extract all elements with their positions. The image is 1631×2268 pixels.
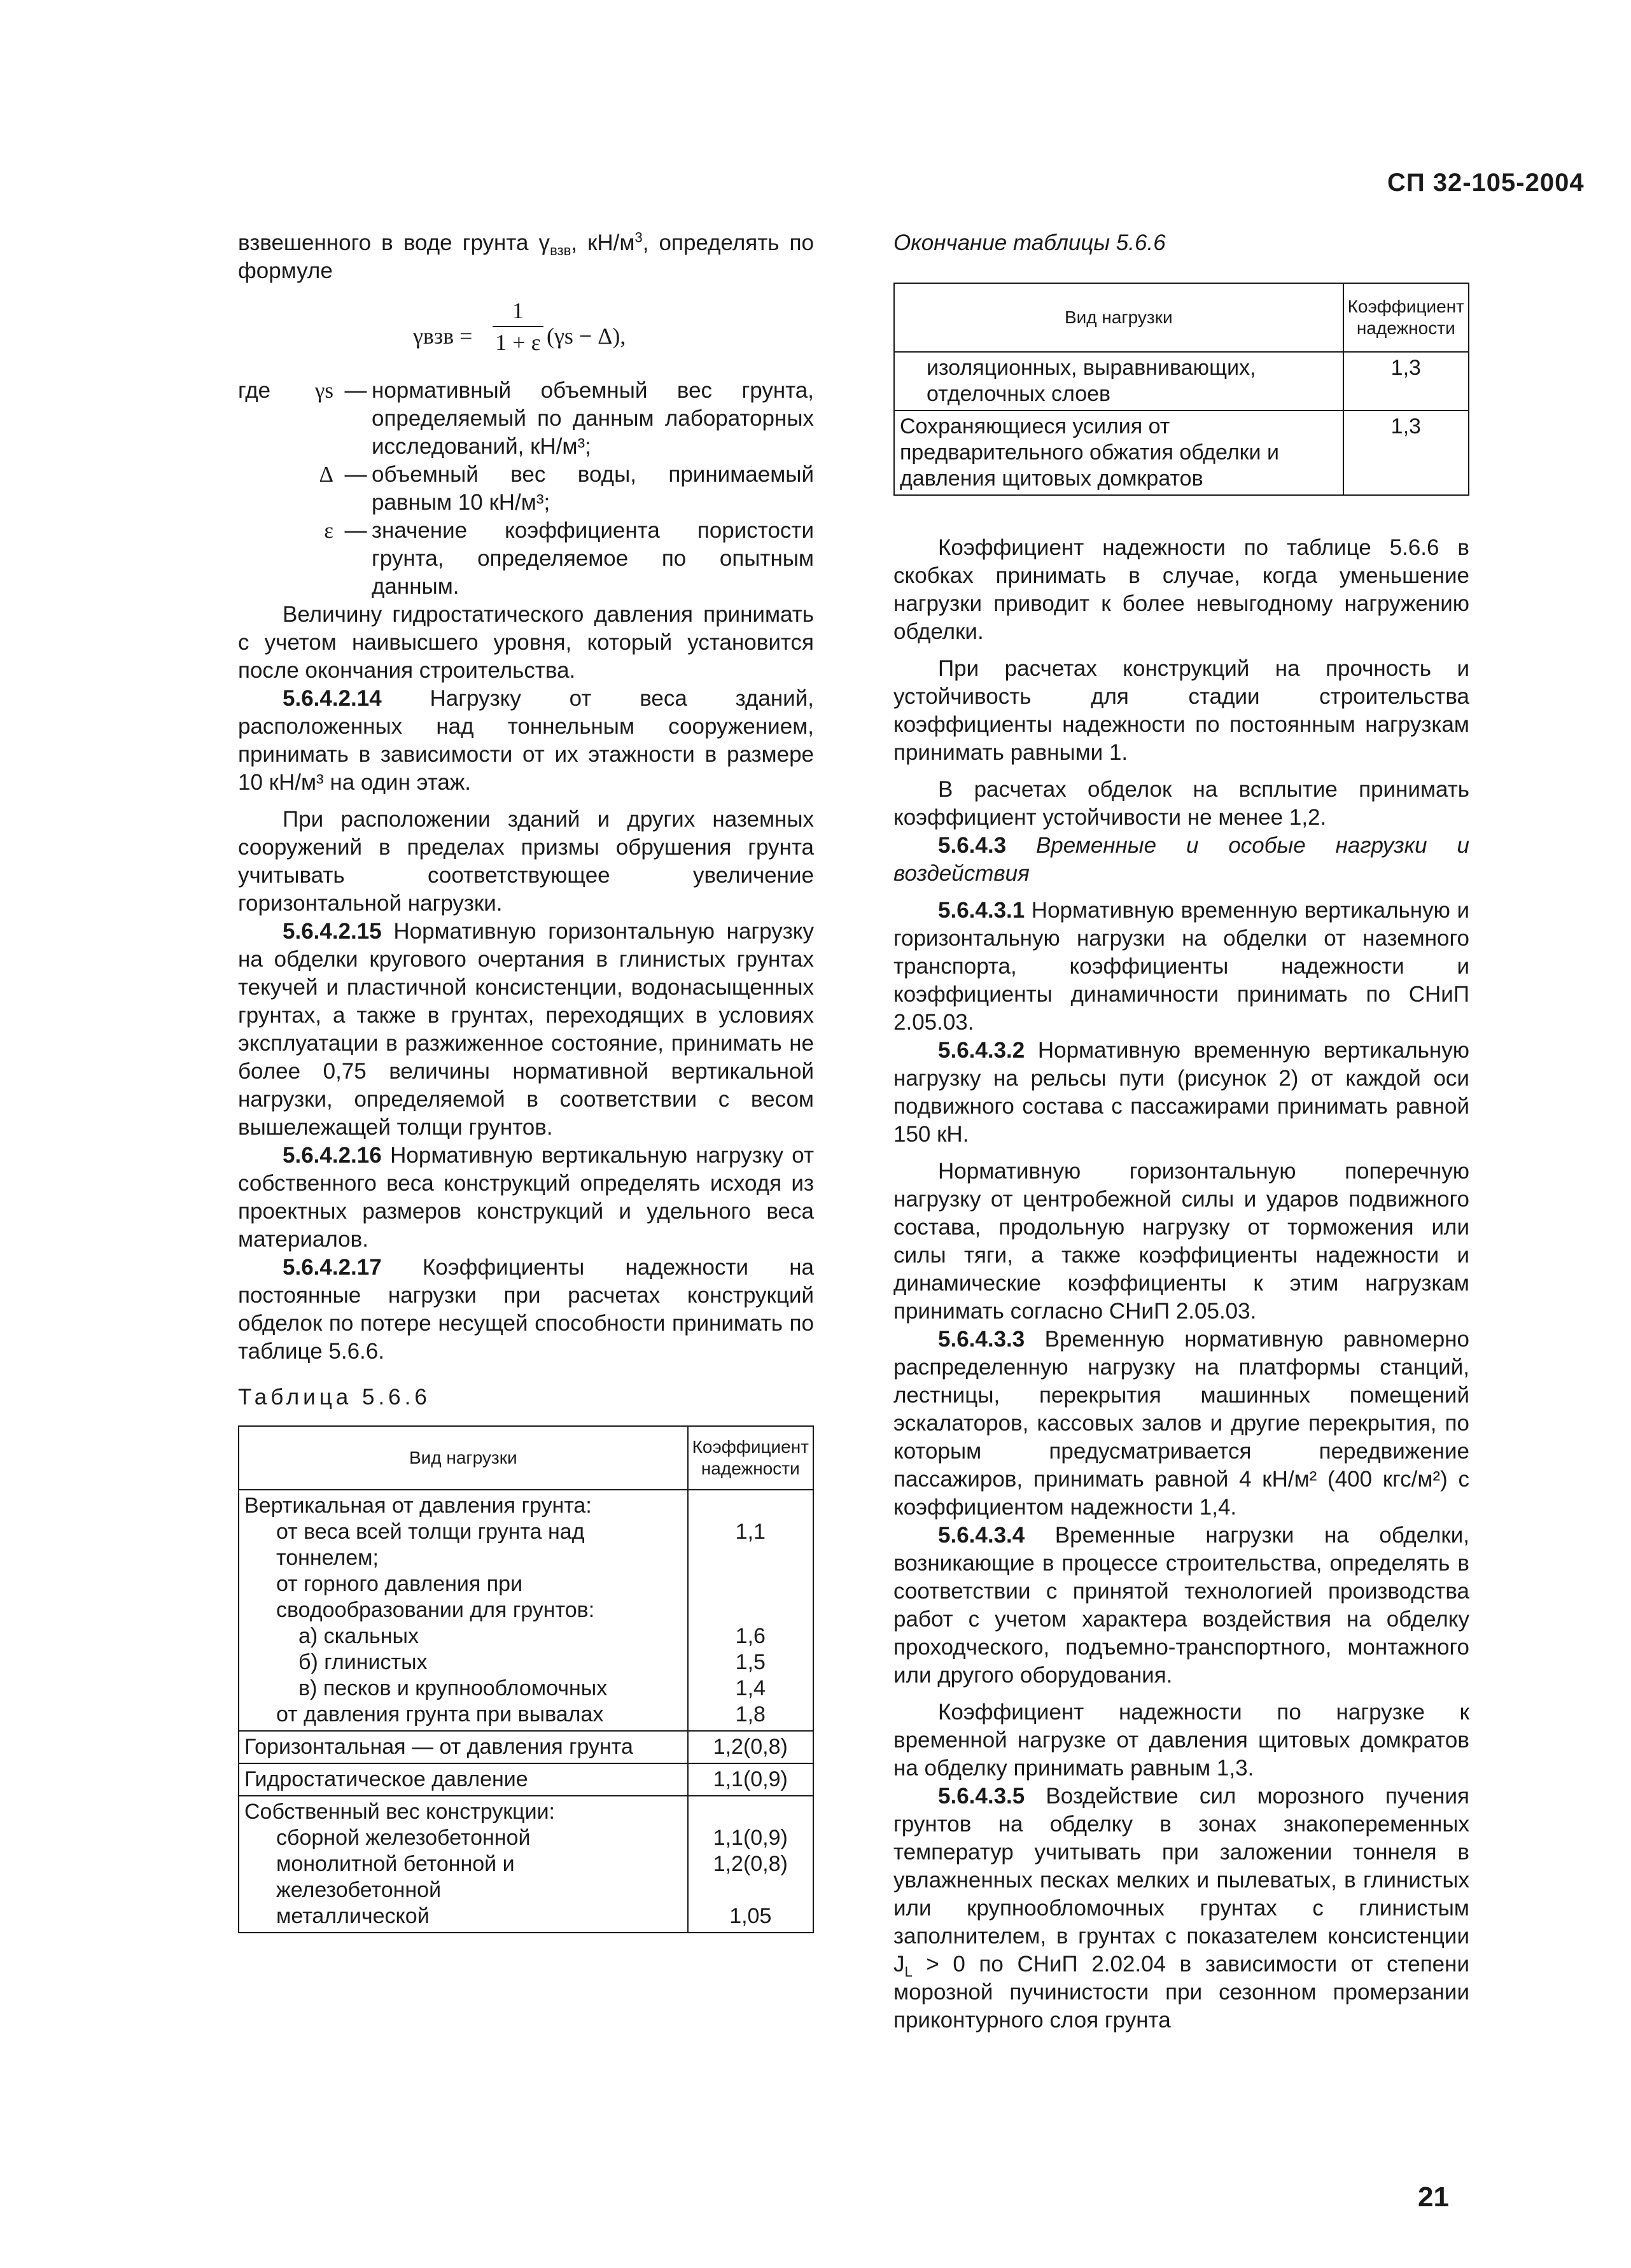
table-row: Горизонтальная — от давления грунта 1,2(0,8): [239, 1731, 813, 1763]
section-5-6-4-3-2: 5.6.4.3.2 Нормативную временную вертикальную нагрузку на рельсы пути (рисунок 2) от каждой оси подвижного состава с пассажирами принимать равной 150 кН.: [893, 1038, 1469, 1147]
table-caption: Таблица 5.6.6: [238, 1385, 431, 1410]
section-5-6-4-3: 5.6.4.3 Временные и особые нагрузки и воздействия: [893, 833, 1469, 886]
paragraph-hydrostatic: Величину гидростатического давления принимать с учетом наивысшего уровня, который установится после окончания строительства.: [238, 602, 814, 683]
paragraph-jack-pressure: Коэффициент надежности по нагрузке к временной нагрузке от давления щитовых домкратов на обделку принимать равным 1,3.: [893, 1700, 1469, 1781]
column-header-coefficient: Коэффициент надежности: [1343, 283, 1469, 352]
table-row: Собственный вес конструкции: сборной железобетонной монолитной бетонной и железобетонной металлической 1,1(0,9) 1,2(0,8) 1,05: [239, 1796, 813, 1933]
paragraph-construction-stage: При расчетах конструкций на прочность и устойчивость для стадии строительства коэффициенты надежности по постоянным нагрузкам принимать равными 1.: [893, 656, 1469, 765]
definition-text: значение коэффициента пористости грунта, определяемое по опытным данным.: [372, 518, 814, 599]
document-code: СП 32-105-2004: [1387, 169, 1585, 197]
reliability-coefficient-table: [238, 1425, 814, 1933]
where-label: где: [238, 378, 271, 403]
left-column: [238, 229, 814, 1933]
column-header-load: Вид нагрузки: [239, 1426, 688, 1490]
section-5-6-4-3-3: 5.6.4.3.3 Временную нормативную равномерно распределенную нагрузку на платформы станций, лестницы, перекрытия машинных помещений эскалаторов, кассовых залов и другие перекрытия, по которым предусматривается передвижение пассажиров, принимать равной 4 кН/м² (400 кгс/м²) с коэффициентом надежности 1,4.: [893, 1327, 1469, 1520]
definition-text: объемный вес воды, принимаемый равным 10 кН/м³;: [372, 462, 814, 515]
formula-definitions: где γs — нормативный объемный вес грунта, определяемый по данным лабораторных исследований, кН/м³; Δ — объемный вес воды, принимаемый равным 10 кН/м³; ε — значение коэффициента пористости грунта, определяемое по опытным данным.: [238, 377, 814, 601]
reliability-coefficient-table-end: [893, 283, 1469, 496]
right-column: [893, 229, 1469, 2034]
table-header-row: [894, 283, 1469, 352]
table-row: изоляционных, выравнивающих, отделочных слоев 1,3: [894, 352, 1469, 410]
paragraph-brackets: Коэффициент надежности по таблице 5.6.6 в скобках принимать в случае, когда уменьшение нагрузки приводит к более невыгодному нагружению обделки.: [893, 535, 1469, 644]
table-header-row: [239, 1426, 813, 1490]
paragraph-buildings: При расположении зданий и других наземных сооружений в пределах призмы обрушения грунта учитывать соответствующее увеличение горизонтальной нагрузки.: [238, 807, 814, 916]
table-continuation-caption: Окончание таблицы 5.6.6: [893, 230, 1166, 255]
column-header-coefficient: Коэффициент надежности: [688, 1426, 813, 1490]
section-5-6-4-2-14: 5.6.4.2.14 Нагрузку от веса зданий, расположенных над тоннельным сооружением, принимать в зависимости от их этажности в размере 10 кН/м³ на один этаж.: [238, 686, 814, 795]
formula-intro: взвешенного в воде грунта $\gamma_{взв}$, $кН/м^3$, определять по формуле: [238, 229, 815, 283]
section-5-6-4-2-17: 5.6.4.2.17 Коэффициенты надежности на постоянные нагрузки при расчетах конструкций обделок по потере несущей способности принимать по таблице 5.6.6.: [238, 1255, 814, 1364]
table-row: Вертикальная от давления грунта: от веса всей толщи грунта над тоннелем; от горного давления при сводообразовании для грунтов: а) скальных б) глинистых в) песков и крупнообломочных от давления грунта при вывалах 1,1 1,6 1,5 1,4 1,8: [239, 1490, 813, 1731]
table-row: Гидростатическое давление 1,1(0,9): [239, 1763, 813, 1796]
buoyant-weight-formula: γвзв = $\frac{1}{1 + \varepsilon}$ (γs − Δ),: [413, 298, 626, 355]
paragraph-horizontal-load: Нормативную горизонтальную поперечную нагрузку от центробежной силы и ударов подвижного состава, продольную нагрузку от торможения или силы тяги, а также коэффициенты надежности и динамические коэффициенты к этим нагрузкам принимать согласно СНиП 2.05.03.: [893, 1159, 1469, 1324]
definition-symbol: ε: [324, 518, 333, 543]
definition-symbol: γs: [314, 378, 333, 403]
column-header-load: Вид нагрузки: [894, 283, 1343, 352]
paragraph-buoyancy: В расчетах обделок на всплытие принимать коэффициент устойчивости не менее 1,2.: [893, 777, 1469, 830]
table-row: Сохраняющиеся усилия от предварительного обжатия обделки и давления щитовых домкратов 1,3: [894, 410, 1469, 495]
definition-text: нормативный объемный вес грунта, определяемый по данным лабораторных исследований, кН/м³;: [372, 378, 814, 459]
section-5-6-4-3-5: 5.6.4.3.5 Воздействие сил морозного пучения грунтов на обделку в зонах знакопеременных температур учитывать при заложении тоннеля в увлажненных песках мелких и пылеватых, в глинистых или крупнообломочных грунтах с глинистым заполнителем, в грунтах с показателем консистенции $J_L > 0$ по СНиП 2.02.04 в зависимости от степени морозной пучинистости при сезонном промерзании приконтурного слоя грунта: [893, 1784, 1469, 2033]
page-number: 21: [1418, 2181, 1449, 2213]
section-5-6-4-3-1: 5.6.4.3.1 Нормативную временную вертикальную и горизонтальную нагрузки на обделки от наземного транспорта, коэффициенты надежности и коэффициенты динамичности принимать по СНиП 2.05.03.: [893, 898, 1469, 1035]
section-5-6-4-3-4: 5.6.4.3.4 Временные нагрузки на обделки, возникающие в процессе строительства, определять в соответствии с принятой технологией производства работ с учетом характера воздействия на обделку проходческого, подъемно-транспортного, монтажного или другого оборудования.: [893, 1523, 1469, 1688]
definition-symbol: Δ: [319, 462, 333, 487]
section-5-6-4-2-15: 5.6.4.2.15 Нормативную горизонтальную нагрузку на обделки кругового очертания в глинистых грунтах текучей и пластичной консистенции, водонасыщенных грунтах, а также в грунтах, переходящих в условиях эксплуатации в разжиженное состояние, принимать не более 0,75 величины нормативной вертикальной нагрузки, определяемой в соответствии с весом вышележащей толщи грунтов.: [238, 919, 814, 1140]
section-5-6-4-2-16: 5.6.4.2.16 Нормативную вертикальную нагрузку от собственного веса конструкций определять исходя из проектных размеров конструкций и удельного веса материалов.: [238, 1143, 814, 1252]
